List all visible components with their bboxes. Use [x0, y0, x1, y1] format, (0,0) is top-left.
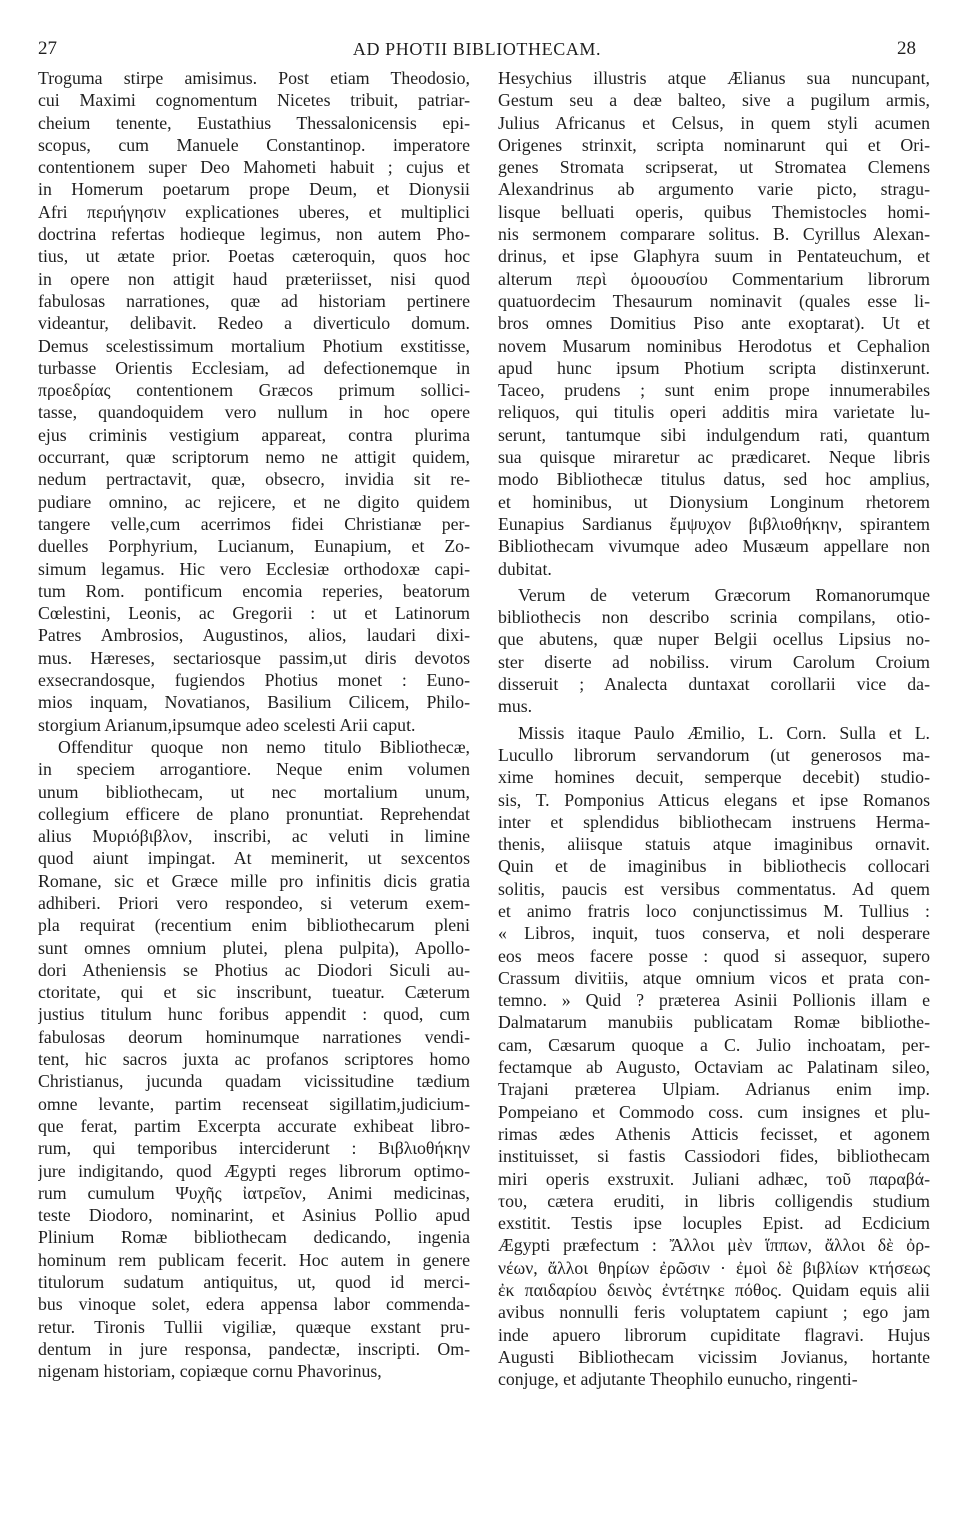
right-column-line: « Libros, inquit, tuos conserva, et noli desperare — [498, 923, 930, 944]
left-column-line: mios inquam, Novatianos, Basilium Cilicem, Philo- — [38, 692, 470, 713]
right-column-line: sis, T. Pomponius Atticus elegans et ipse Romanos — [498, 789, 930, 810]
right-column-line: Eunapius Sardianus ἔμψυχον βιβλιοθήκην, spirantem — [498, 513, 930, 534]
right-column-line: genes Stromata scripserat, ut Stromatea Clemens — [498, 157, 930, 178]
left-column-line: titulorum sudatum antiquitus, ut, quod id merci- — [38, 1272, 470, 1293]
left-column-line: Troguma stirpe amisimus. Post etiam Theodosio, — [38, 68, 470, 88]
right-column-line: novem Musarum nominibus Herodotus et Cephalion — [498, 335, 930, 356]
left-column-line: rum, qui temporibus interciderunt : Βιβλιοθήκην — [38, 1138, 470, 1159]
right-column-line: thenis, aliisque statuis atque imaginibus ornavit. — [498, 834, 930, 855]
left-column-line: alius Μυριόβιβλον, inscribi, ac veluti in limine — [38, 826, 470, 847]
left-column-line: pla requirat (recentium enim bibliothecarum pleni — [38, 915, 470, 936]
page-number-right: 28 — [897, 38, 916, 59]
right-column-line: Trajani præterea Ulpiam. Adrianus enim imp. — [498, 1079, 930, 1100]
left-column-line: pudiare omnino, ac rejicere, et ne digito quidem — [38, 491, 470, 512]
right-column-line: Hesychius illustris atque Ælianus sua nuncupant, — [498, 68, 930, 88]
left-column-line: Christianus, jucunda quadam vicissitudine tædium — [38, 1071, 470, 1092]
right-column-line: fectamque ab Augusto, Octaviam ac Palatinam sileo, — [498, 1057, 930, 1078]
left-column-line: Cœlestini, Leonis, ac Gregorii : ut et Latinorum — [38, 603, 470, 624]
left-column-line: dori Atheniensis se Photius ac Diodori Siculi au- — [38, 959, 470, 980]
right-column-line: solitis, paucis est versibus commentatus. Ad quem — [498, 878, 930, 899]
left-column-line: rum cumulum Ψυχῆς ἰατρεῖον, Animi medicinas, — [38, 1182, 470, 1203]
left-column-line: προεδρίας contentionem Græcos primum sollici- — [38, 380, 470, 401]
left-column-line: hominum rem publicam fecerit. Hoc autem in genere — [38, 1249, 470, 1270]
left-column-line: storgium Arianum,ipsumque adeo scelesti Arii caput. — [38, 714, 416, 735]
right-column-line: Missis itaque Paulo Æmilio, L. Corn. Sulla et L. — [518, 722, 930, 743]
left-column-line: fabulosas narrationes, quæ ad historiam pertinere — [38, 290, 470, 311]
right-column-line: et hominibus, ut Dionysium Longinum rhetorem — [498, 491, 930, 512]
right-column-line: Lucullo librorum servandorum (ut generosos ma- — [498, 744, 930, 765]
right-column-line: drinus, et ipse Glaphyra suum in Pentateuchum, et — [498, 246, 930, 267]
left-column-line: in speciem arrogantiore. Neque enim volumen — [38, 759, 470, 780]
right-column-line: Pompeiano et Commodo coss. cum insignes et plu- — [498, 1101, 930, 1122]
left-column-line: exsecrandosque, fugiendos Photius monet : Euno- — [38, 670, 470, 691]
left-column-line: scopus, cum Manuele Constantinop. imperatore — [38, 134, 470, 155]
right-column-line: dubitat. — [498, 558, 552, 579]
right-column-line: conjuge, et adjutante Theophilo eunucho, ringenti- — [498, 1369, 858, 1390]
left-column-line: videantur, delibavit. Redeo a diverticulo domum. — [38, 313, 470, 334]
right-column-line: rimas ædes Athenis Atticis fecisset, et agonem — [498, 1123, 930, 1144]
right-column-line: lisque belluati operis, quibus Themistocles homi- — [498, 201, 930, 222]
right-column-line: apud hunc ipsum Photium scripta distinxerunt. — [498, 357, 930, 378]
right-column-line: bibliothecis non describo scrinia compilans, otio- — [498, 607, 930, 628]
left-column-line: doctrina refertas hodieque legimus, non autem Pho- — [38, 224, 470, 245]
right-column-line: inter et splendidus bibliothecam instruens Herma- — [498, 811, 930, 832]
left-column-line: tius, ut ætate prior. Poetas cæteroquin, quos hoc — [38, 246, 470, 267]
right-column-line: eos meos facere posse : quod si assequor, supero — [498, 945, 930, 966]
right-column-line: instituisset, si fastis Cassiodori fides, bibliothecam — [498, 1146, 930, 1167]
right-column-line: sua quisque miraretur ac prædicaret. Neque libris — [498, 447, 930, 468]
left-column-line: ctoritate, qui et sic inscribunt, tueatur. Cæterum — [38, 982, 470, 1003]
left-column-line: unum bibliothecam, ut nec mortalium unum, — [38, 781, 470, 802]
right-column-line: alterum περὶ ὁμοουσίου Commentarium librorum — [498, 268, 930, 289]
right-column-line: quatuordecim Thesaurum nominavit (quales esse li- — [498, 290, 930, 311]
right-column-line: mus. — [498, 696, 533, 717]
left-column — [38, 67, 470, 1383]
right-column-line: bros omnes Domitius Piso ante exoptarat). Ut et — [498, 313, 930, 334]
page-number-left: 27 — [38, 38, 57, 59]
left-column-line: Patres Ambrosios, Augustinos, alios, laudari dixi- — [38, 625, 470, 646]
right-column-line: Julius Africanus et Celsus, in quem styli acumen — [498, 112, 930, 133]
left-column-line: duelles Porphyrium, Lucianum, Eunapium, et Zo- — [38, 536, 470, 557]
running-title: AD PHOTII BIBLIOTHECAM. — [352, 39, 602, 59]
left-column-line: cui Maximi cognomentum Nicetes tribuit, patriar- — [38, 90, 470, 111]
left-column-line: Romane, sic et Græce mille pro infinitis dicis gratia — [38, 870, 470, 891]
right-column-line: του, cætera eruditi, in libris colligendis studium — [498, 1190, 930, 1211]
right-column-line: serunt, tantumque sibi indulgendum rati, quantum — [498, 424, 930, 445]
right-column-line: Gestum seu a deæ balteo, sive a pugilum armis, — [498, 90, 930, 111]
right-column-line: modo Bibliothecæ titulus datus, sed hoc amplius, — [498, 469, 930, 490]
left-column-line: tasse, quandoquidem vero nullum in hoc opere — [38, 402, 470, 423]
running-header — [38, 38, 916, 64]
left-column-line: ejus criminis vestigium appareat, contra plurima — [38, 424, 470, 445]
right-column-line: que abutens, quæ nuper Belgii ocellus Lipsius no- — [498, 629, 930, 650]
left-column-line: dentum in jure responsa, pandectæ, inscripti. Om- — [38, 1338, 470, 1359]
left-column-line: tum Rom. pontificum encomia reperies, beatorum — [38, 580, 470, 601]
right-column-line: avibus nonnulli feris voluptatem capiunt ; ego jam — [498, 1302, 930, 1323]
left-column-line: simum legamus. Hic vero Ecclesiæ orthodoxæ capi- — [38, 558, 470, 579]
left-column-line: Offenditur quoque non nemo titulo Bibliothecæ, — [58, 736, 470, 757]
left-column-line: que ferat, partim Excerpta accurate exhibeat libro- — [38, 1115, 470, 1136]
left-column-line: in Homerum poetarum prope Deum, et Dionysii — [38, 179, 470, 200]
left-column-line: Demus scelestissimum mortalium Photium exstitisse, — [38, 335, 470, 356]
left-column-line: tangere velle,cum acerrimos fidei Christianæ per- — [38, 513, 470, 534]
right-column-line: Origenes strinxit, scripta nominarunt qui et Ori- — [498, 134, 930, 155]
right-column-line: et animo fratris loco conjunctissimus M. Tullius : — [498, 900, 930, 921]
left-column-line: Afri περιήγησιν explicationes uberes, et multiplici — [38, 201, 470, 222]
right-column-line: temno. » Quid ? præterea Asinii Pollionis illam e — [498, 990, 930, 1011]
right-column-line: Quin et de imaginibus in bibliothecis collocari — [498, 856, 930, 877]
right-column-line: Taceo, prudens ; sunt enim prope innumerabiles — [498, 380, 930, 401]
left-column-line: jure indigitando, quod Ægypti reges librorum optimo- — [38, 1160, 470, 1181]
right-column-line: Verum de veterum Græcorum Romanorumque — [518, 584, 930, 605]
left-column-line: cheium tenente, Eustathius Thessalonicensis epi- — [38, 112, 470, 133]
left-column-line: mus. Hæreses, sectariosque passim,ut diris devotos — [38, 647, 470, 668]
left-column-line: justius titulum hunc foribus appendit : quod, cum — [38, 1004, 470, 1025]
left-column-line: Plinium Romæ bibliothecam dedicando, ingenia — [38, 1227, 470, 1248]
right-column-line: Bibliothecam vivumque adeo Musæum appellare non — [498, 536, 930, 557]
left-column-line: fabulosas deorum hominumque narrationes vendi- — [38, 1026, 470, 1047]
right-column-line: miri operis exstruxit. Juliani adhæc, τοῦ παραβά- — [498, 1168, 930, 1189]
left-column-line: teste Diodoro, nominarint, et Asinius Pollio apud — [38, 1205, 470, 1226]
left-column-line: turbasse Orientis Ecclesiam, ad defectionemque in — [38, 357, 470, 378]
left-column-line: sunt omnes omnium plutei, plena pulpita), Apollo- — [38, 937, 470, 958]
left-column-line: adhiberi. Priori vero respondeo, si veterum exem- — [38, 892, 470, 913]
left-column-line: collegium efficere de plano pronuntiat. Reprehendat — [38, 803, 470, 824]
left-column-line: nedum pertractavit, quæ, obsecro, invidia sit re- — [38, 469, 470, 490]
right-column-line: Ægypti præfectum : Ἄλλοι μὲν ἵππων, ἄλλοι δὲ ὀρ- — [498, 1235, 930, 1256]
right-column — [498, 67, 930, 1391]
right-column-line: ἐκ παιδαρίου δεινὸς ἐντέτηκε πόθος. Quidam equis alii — [498, 1280, 930, 1301]
right-column-line: reliquos, qui titulis operi additis mira varietate lu- — [498, 402, 930, 423]
right-column-line: cam, Cæsarum quoque a C. Julio inchoatam, per- — [498, 1034, 930, 1055]
left-column-line: contentionem super Deo Mahometi habuit ; cujus et — [38, 157, 470, 178]
right-column-line: Dalmatarum manubiis publicatam Romæ bibliothe- — [498, 1012, 930, 1033]
left-column-line: occurrant, quæ scriptorum nemo ne attigit quidem, — [38, 447, 470, 468]
right-column-line: ster diserte ad nobiliss. virum Carolum Croium — [498, 651, 930, 672]
right-column-line: νέων, ἄλλοι θηρίων ἐρῶσιν · ἐμοὶ δὲ βιβλίων κτήσεως — [498, 1257, 930, 1278]
left-column-line: nigenam historiam, copiæque cornu Phavorinus, — [38, 1361, 382, 1382]
left-column-line: retur. Tironis Tullii vigiliæ, quæque exstant pru- — [38, 1316, 470, 1337]
right-column-line: disseruit ; Analecta duntaxat corollarii vice da- — [498, 674, 930, 695]
right-column-line: xime homines decuit, semperque decebit) studio- — [498, 767, 930, 788]
right-column-line: Crassum divitiis, atque omnium vicos et prata con- — [498, 967, 930, 988]
left-column-line: quod aiunt impingat. At meminerit, ut sexcentos — [38, 848, 470, 869]
right-column-line: inde apuero librorum cupiditate flagravi. Hujus — [498, 1324, 930, 1345]
right-column-line: Alexandrinus ab argumento varie picto, stragu- — [498, 179, 930, 200]
right-column-line: exstitit. Testis ipse locuples Epist. ad Ecdicium — [498, 1213, 930, 1234]
right-column-line: Augusti Bibliothecam vicissim Jovianus, hortante — [498, 1346, 930, 1367]
left-column-line: in opere non attigit haud præteriisset, nisi quod — [38, 268, 470, 289]
right-column-line: nis sermonem comparare solitus. B. Cyrillus Alexan- — [498, 224, 930, 245]
left-column-line: tent, hic sacros juxta ac profanos scriptores homo — [38, 1049, 470, 1070]
left-column-line: bus vinoque solet, edera appensa labor commenda- — [38, 1294, 470, 1315]
left-column-line: omne levante, partim recenseat sigillatim,judicium- — [38, 1093, 470, 1114]
